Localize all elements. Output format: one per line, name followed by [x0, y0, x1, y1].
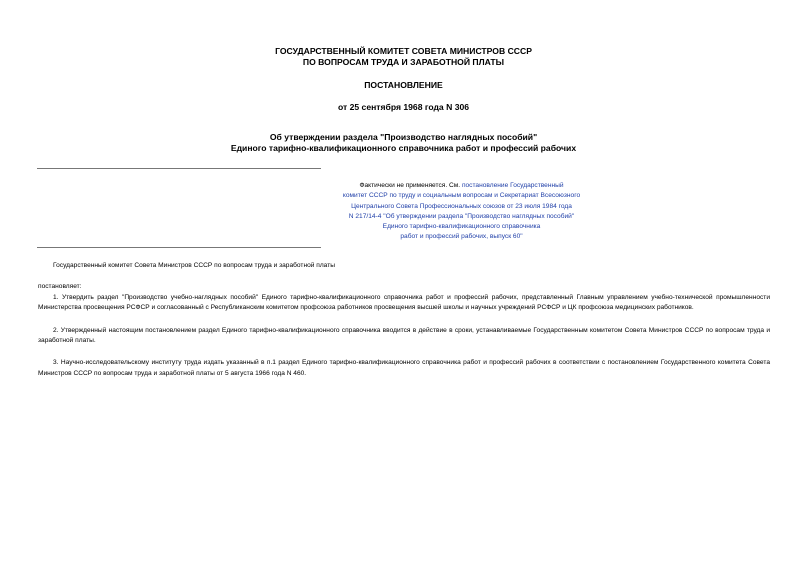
document-title-line2: Единого тарифно-квалификационного справочника работ и профессий рабочих — [230, 143, 577, 153]
status-note-link-part2[interactable]: комитет СССР по труду и социальным вопросам и Секретариат Всесоюзного — [342, 192, 581, 200]
paragraph-3: 3. Научно-исследовательскому институту труда издать указанный в п.1 раздел Единого тарифно-квалификационного справочника работ и профессий рабочих в соответствии с постановлением Государственного комитета Совета Министров СССР по вопросам труда и заработной платы от 5 августа 1966 года N 460. — [38, 359, 770, 377]
status-note — [200, 181, 723, 243]
status-note-link-part4[interactable]: N 217/14-4 "Об утверждении раздела "Производство наглядных пособий" — [348, 212, 575, 220]
status-note-prefix: Фактически не применяется. См. — [359, 182, 462, 189]
document-date-number: от 25 сентября 1968 года N 306 — [337, 102, 470, 112]
document-title-line1: Об утверждении раздела "Производство наглядных пособий" — [269, 132, 538, 142]
committee-name-line2: ПО ВОПРОСАМ ТРУДА И ЗАРАБОТНОЙ ПЛАТЫ — [302, 57, 505, 67]
bottom-divider — [37, 247, 321, 248]
paragraph-2: 2. Утвержденный настоящим постановлением раздел Единого тарифно-квалификационного справочника вводится в действие в сроки, устанавливаемые Государственным комитетом Совета Министров СССР по вопросам труда и заработной платы. — [38, 326, 770, 345]
resolves-label: постановляет: — [38, 283, 82, 291]
status-note-line1 — [200, 181, 723, 191]
status-note-link-part6[interactable]: работ и профессий рабочих, выпуск 60" — [400, 233, 523, 241]
intro-paragraph: Государственный комитет Совета Министров СССР по вопросам труда и заработной платы — [53, 262, 335, 269]
committee-name-line1: ГОСУДАРСТВЕННЫЙ КОМИТЕТ СОВЕТА МИНИСТРОВ СССР — [275, 46, 532, 56]
status-note-link-part1[interactable]: постановление Государственный — [461, 182, 564, 189]
document-type: ПОСТАНОВЛЕНИЕ — [364, 80, 443, 90]
status-note-link-part3[interactable]: Центрального Совета Профессиональных союзов от 23 июля 1984 года — [351, 202, 572, 210]
top-divider — [37, 168, 321, 169]
status-note-link-part5[interactable]: Единого тарифно-квалификационного справочника — [382, 223, 541, 231]
paragraph-1: 1. Утвердить раздел "Производство учебно-наглядных пособий" Единого тарифно-квалификационного справочника работ и профессий рабочих, представленный Главным управлением учебно-технической промышленности Министерства просвещения РСФСР и согласованный с Республиканским комитетом профсоюза работников просвещения высшей школы и научных учреждений РСФСР и ЦК профсоюза медицинских работников. — [38, 293, 770, 312]
document-body — [38, 261, 770, 379]
